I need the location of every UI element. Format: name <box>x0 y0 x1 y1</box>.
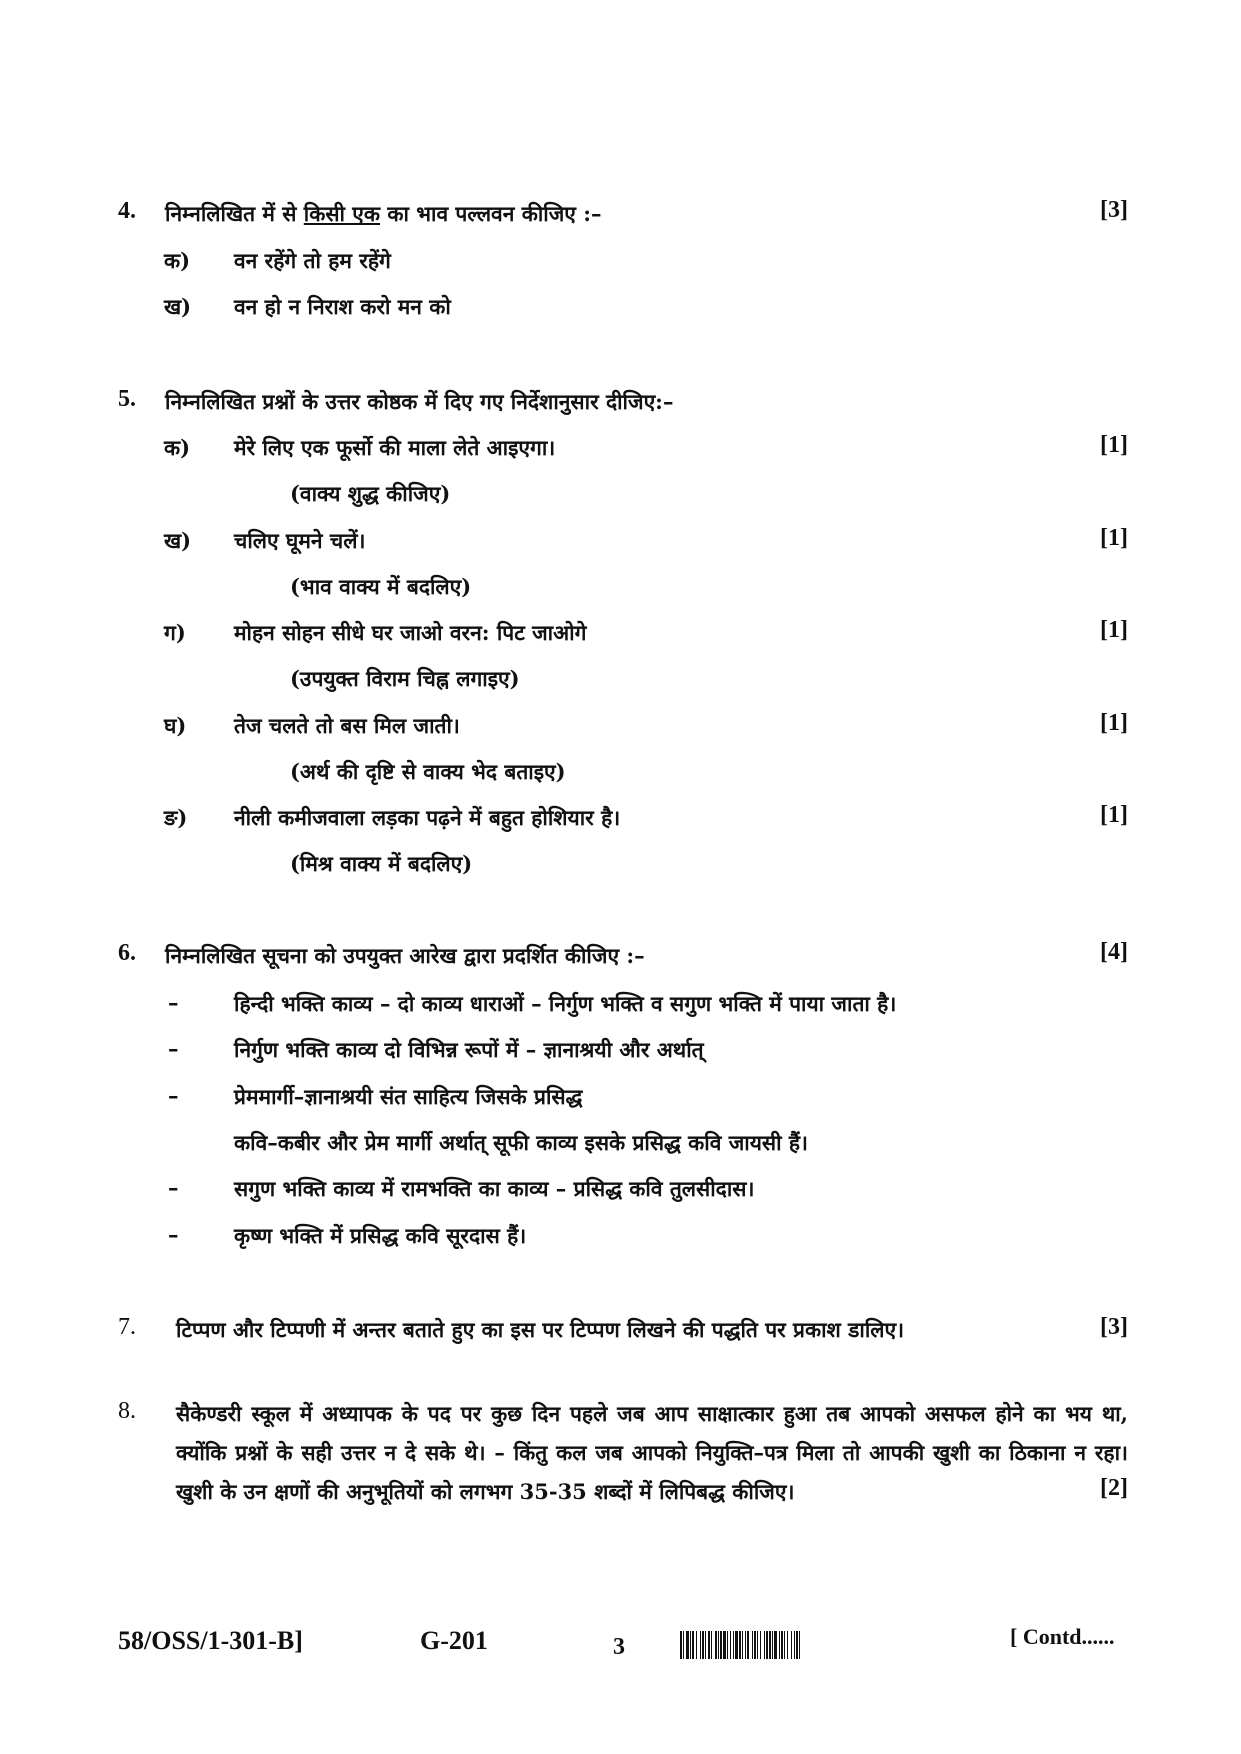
q8-number: 8. <box>118 1398 136 1424</box>
q4-text-prefix: निम्नलिखित में से <box>165 201 304 226</box>
q6-point: कृष्ण भक्ति में प्रसिद्ध कवि सूरदास हैं। <box>234 1223 527 1248</box>
q5-item-label: क) <box>164 435 191 460</box>
q5-item-text: चलिए घूमने चलें। <box>234 528 366 553</box>
q5-item-label: ख) <box>164 528 192 553</box>
q6-text: निम्नलिखित सूचना को उपयुक्त आरेख द्वारा प्रदर्शित कीजिए :– <box>165 943 645 968</box>
q5-item-marks: [1] <box>1100 802 1128 828</box>
q4-text <box>165 200 601 228</box>
q6-marks: [4] <box>1100 939 1128 965</box>
q5-item-text: मेरे लिए एक फूर्सो की माला लेते आइएगा। <box>234 435 556 460</box>
q5-item-text: मोहन सोहन सीधे घर जाओ वरन: पिट जाओगे <box>234 620 587 645</box>
q7-marks: [3] <box>1100 1314 1128 1340</box>
q5-item-label: ङ) <box>164 805 188 830</box>
q6-dash: – <box>168 1222 179 1247</box>
q5-item-text: तेज चलते तो बस मिल जाती। <box>234 713 460 738</box>
q4-number: 4. <box>118 198 136 224</box>
q4-marks: [3] <box>1100 197 1128 223</box>
q6-point: सगुण भक्ति काव्य में रामभक्ति का काव्य – प्रसिद्ध कवि तुलसीदास। <box>234 1176 755 1201</box>
q5-item-instruction: (वाक्य शुद्ध कीजिए) <box>290 481 451 506</box>
q6-dash: – <box>168 1175 179 1200</box>
q5-item-marks: [1] <box>1100 432 1128 458</box>
q4-option-text: वन रहेंगे तो हम रहेंगे <box>234 248 391 273</box>
q5-item-label: ग) <box>164 620 186 645</box>
q5-item-marks: [1] <box>1100 710 1128 736</box>
q4-option-label: ख) <box>164 294 192 319</box>
q5-item-text: नीली कमीजवाला लड़का पढ़ने में बहुत होशियार है। <box>234 805 621 830</box>
q5-item-instruction: (मिश्र वाक्य में बदलिए) <box>290 851 473 876</box>
q4-option-label: क) <box>164 248 191 273</box>
q6-number: 6. <box>118 940 136 966</box>
q6-point: निर्गुण भक्ति काव्य दो विभिन्न रूपों में – ज्ञानाश्रयी और अर्थात् <box>234 1037 704 1062</box>
q6-dash: – <box>168 990 179 1015</box>
q5-item-label: घ) <box>164 713 187 738</box>
q5-item-instruction: (अर्थ की दृष्टि से वाक्य भेद बताइए) <box>290 759 566 784</box>
series-code: G-201 <box>420 1626 488 1655</box>
continued-label: [ Contd...... <box>1010 1624 1115 1649</box>
q6-point: प्रेममार्गी–ज्ञानाश्रयी संत साहित्य जिसके प्रसिद्ध <box>234 1084 583 1109</box>
q7-text: टिप्पण और टिप्पणी में अन्तर बताते हुए का इस पर टिप्पण लिखने की पद्धति पर प्रकाश डालिए। <box>176 1317 905 1342</box>
q5-item-marks: [1] <box>1100 617 1128 643</box>
q6-dash: – <box>168 1083 179 1108</box>
q4-text-suffix: का भाव पल्लवन कीजिए :– <box>380 201 602 226</box>
q8-marks: [2] <box>1100 1475 1128 1501</box>
q4-option-text: वन हो न निराश करो मन को <box>234 294 451 319</box>
barcode <box>680 1631 943 1659</box>
q5-number: 5. <box>118 386 136 412</box>
q8-text: सैकेण्डरी स्कूल में अध्यापक के पद पर कुछ दिन पहले जब आप साक्षात्कार हुआ तब आपको असफल होने का भय था, क्योंकि प्रश्नों के सही उत्तर न दे सके थे। – किंतु कल जब आपको नियुक्ति–पत्र मिला तो आपकी खुशी का ठिकाना न रहा। खुशी के उन क्षणों की अनुभूतियों को लगभग 35-35 शब्दों में लिपिबद्ध कीजिए। <box>176 1401 1128 1504</box>
q6-point-continuation: कवि–कबीर और प्रेम मार्गी अर्थात् सूफी काव्य इसके प्रसिद्ध कवि जायसी हैं। <box>234 1130 808 1155</box>
q5-item-instruction: (भाव वाक्य में बदलिए) <box>290 574 472 599</box>
q5-item-instruction: (उपयुक्त विराम चिह्न लगाइए) <box>290 666 520 691</box>
q4-text-underlined: किसी एक <box>303 201 381 226</box>
q6-dash: – <box>168 1036 179 1061</box>
q6-point: हिन्दी भक्ति काव्य – दो काव्य धाराओं – निर्गुण भक्ति व सगुण भक्ति में पाया जाता है। <box>234 991 897 1016</box>
q7-number: 7. <box>118 1314 136 1340</box>
q5-text: निम्नलिखित प्रश्नों के उत्तर कोष्ठक में दिए गए निर्देशानुसार दीजिए:– <box>165 389 674 414</box>
page-number: 3 <box>613 1634 625 1660</box>
q5-item-marks: [1] <box>1100 525 1128 551</box>
paper-code: 58/OSS/1-301-B] <box>118 1626 303 1655</box>
